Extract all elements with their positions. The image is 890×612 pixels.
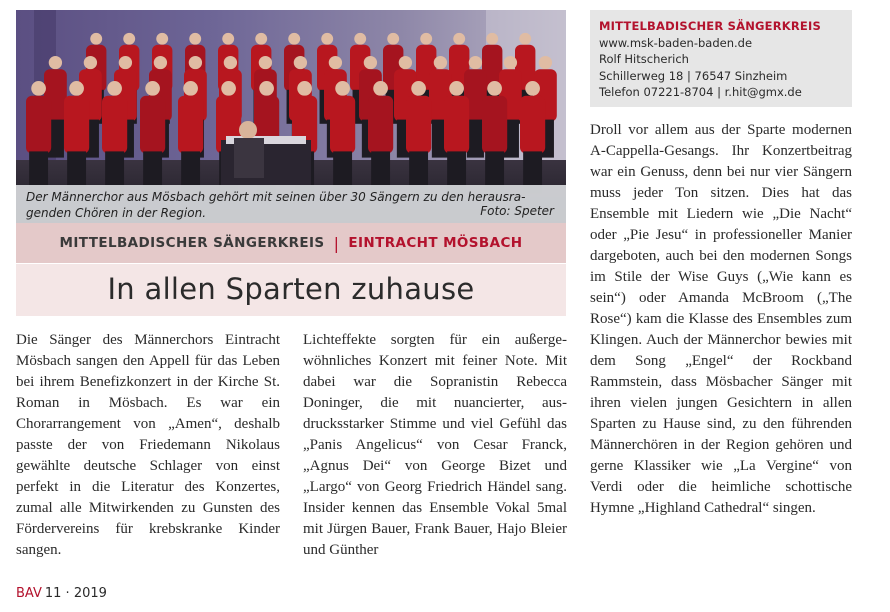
page-footer (16, 586, 107, 601)
photo-caption (16, 185, 566, 223)
article-column-2: Lichteffekte sorgten für ein außergewöhnliches Konzert mit feiner Note. Mit dabei war die Sopranistin Rebecca Doninger, die mit nuancierter, ausdrucksstarker Stimme und viel Gefühl das „Panis Angelicus“ von Cesar Franck, „Agnus Dei“ von George Bizet und „Largo“ von Georg Friedrich Händel sang. Insider kennen das Ensemble Vokal 5mal mit Jürgen Bauer, Frank Bauer, Hajo Bleier und Günther (303, 332, 567, 558)
rubric-separator: | (333, 233, 340, 253)
headline-band (16, 264, 566, 316)
infobox-phone-email: Telefon 07221-8704 | r.hit@gmx.de (599, 85, 802, 99)
contact-infobox (590, 10, 852, 107)
photo-credit: Foto: Speter (480, 204, 554, 218)
article-column-1: Die Sänger des Männerchors Eintracht Mösbach sangen den Appell für das Leben bei ihrem Benefizkonzert in der Kirche St. Roman in Mösbach. Es war ein Chorarrangement von „Amen“, deshalb passte der von Friedemann Nikolaus gewählte deutsche Schlager von einst perfekt in die Literatur des Konzertes, zumal alle Mitwirkenden zu Gunsten des Fördervereins für krebskranke Kinder sangen. (16, 332, 280, 558)
infobox-address: Schillerweg 18 | 76547 Sinzheim (599, 68, 788, 83)
issue-number: 11 · 2019 (44, 586, 107, 601)
rubric-organization: MITTELBADISCHER SÄNGERKREIS (59, 235, 325, 251)
article-column-3: Droll vor allem aus der Sparte modernen A-Cappella-Gesangs. Ihr Konzertbeitrag war ein Genuss, denn bei nur vier Sängern muss jeder Ton sitzen. Dies hat das Ensemble mit Liedern wie „Die Nacht“ oder „Pie Jesu“ in professioneller Manier dargeboten, auch bei den modernen Songs im Stile der Wise Guys („Wie kann es sein“) oder Amanda McBroom („The Rose“) kam die Klasse des Ensembles zum Klingen. Auch der Männerchor bewies mit dem Song „Engel“ der Rockband Rammstein, dass Mösbacher Sänger mit ihren vielen jungen Gesichtern in allen Sparten zu Hause sind, zu den führenden Männerchören in der Region gehören und gerne Klassiker wie „La Vergine“ von Verdi oder die heimliche schottische Hymne „Highland Cathedral“ singen. (590, 122, 852, 516)
infobox-website: www.msk-baden-baden.de (599, 35, 753, 50)
photo-caption-text: Der Männerchor aus Mösbach gehört mit seinen über 30 Sängern zu den herausra-genden Chören in der Region. (26, 190, 526, 220)
infobox-contact-name: Rolf Hitscherich (599, 52, 689, 66)
rubric-club: EINTRACHT MÖSBACH (348, 235, 523, 251)
infobox-organization: MITTELBADISCHER SÄNGERKREIS (599, 19, 821, 33)
choir-photo (16, 10, 566, 223)
article-headline: In allen Sparten zuhause (107, 272, 475, 306)
section-rubric (16, 223, 566, 263)
magazine-name: BAV (16, 586, 42, 601)
